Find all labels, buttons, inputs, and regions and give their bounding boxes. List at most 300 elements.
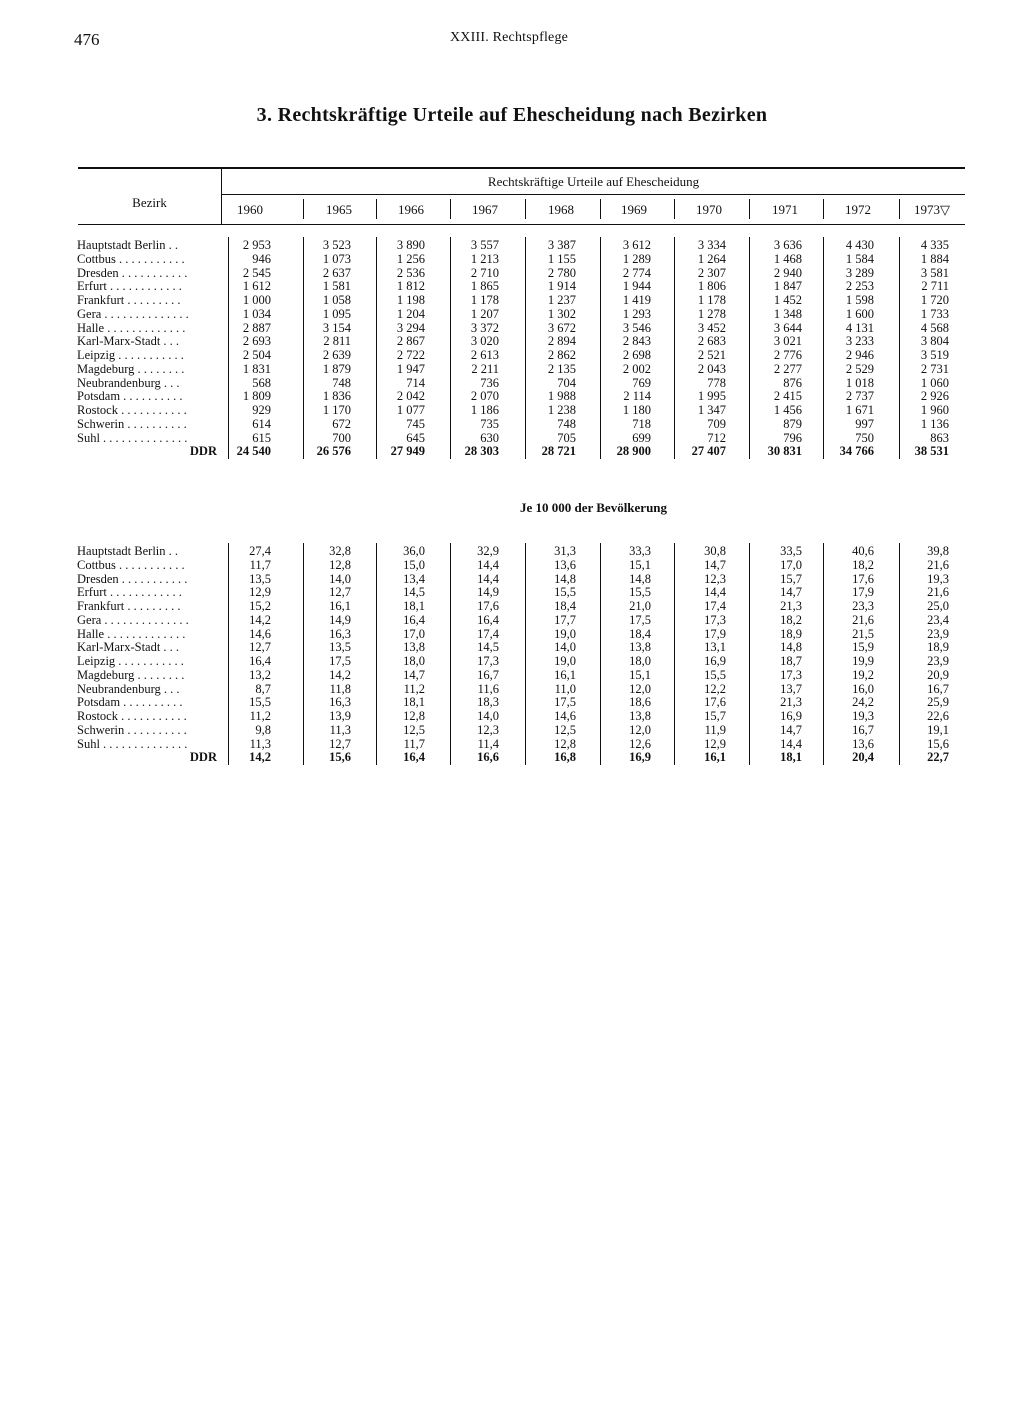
column-separator — [899, 237, 900, 459]
table-cell: 2 946 — [845, 348, 874, 362]
table-cell: 13,5 — [249, 571, 271, 586]
table-cell: 1 034 — [242, 306, 271, 321]
section-heading-per-10000: Je 10 000 der Bevölkerung — [519, 500, 668, 515]
table-cell: 1 180 — [622, 403, 651, 417]
table-cell: 11,3 — [249, 736, 271, 751]
column-separator — [450, 237, 451, 459]
total-label: DDR — [189, 750, 217, 765]
table-cell: 12,8 — [554, 736, 576, 751]
table-cell: 876 — [783, 375, 802, 390]
table-cell: 1 831 — [242, 361, 271, 376]
table-cell: 3 804 — [920, 334, 949, 349]
table-cell: 1 584 — [845, 251, 874, 266]
table-cell: 18,1 — [403, 599, 425, 613]
table-cell: 20,9 — [927, 667, 949, 682]
table-row — [0, 389, 1024, 403]
column-separator — [674, 543, 675, 765]
table-cell: 748 — [557, 416, 576, 431]
table-cell: 1 095 — [322, 306, 351, 321]
table-row — [0, 307, 1024, 321]
table-cell: 15,2 — [249, 599, 271, 613]
total-cell: 24 540 — [236, 444, 271, 459]
row-label: Suhl . . . . . . . . . . . . . . — [77, 736, 188, 751]
table-cell: 946 — [252, 251, 271, 266]
table-cell: 1 347 — [697, 403, 726, 417]
table-row — [0, 640, 1024, 654]
table-cell: 17,0 — [780, 557, 802, 572]
table-row — [0, 737, 1024, 751]
row-label: Rostock . . . . . . . . . . . — [77, 403, 187, 417]
table-cell: 17,3 — [704, 612, 726, 627]
table-cell: 15,5 — [704, 667, 726, 682]
table-cell: 1 836 — [322, 389, 351, 404]
table-cell: 15,5 — [249, 695, 271, 710]
table-cell: 17,5 — [329, 654, 351, 668]
row-label: Erfurt . . . . . . . . . . . . — [77, 279, 182, 294]
table-row — [0, 558, 1024, 572]
table-cell: 2 867 — [396, 334, 425, 349]
table-cell: 4 335 — [920, 238, 949, 252]
table-cell: 11,7 — [249, 557, 271, 572]
table-cell: 712 — [707, 430, 726, 445]
column-separator — [525, 237, 526, 459]
row-label: Karl-Marx-Stadt . . . — [77, 640, 180, 655]
table-cell: 15,1 — [629, 557, 651, 572]
table-cell: 1 136 — [920, 416, 949, 431]
table-cell: 1 293 — [622, 306, 651, 321]
table-cell: 21,5 — [852, 626, 874, 641]
row-label: Neubrandenburg . . . — [77, 375, 180, 390]
row-label: Potsdam . . . . . . . . . . — [77, 695, 183, 710]
table-cell: 1 256 — [396, 251, 425, 266]
table-cell: 3 021 — [773, 334, 802, 349]
table-cell: 1 468 — [773, 251, 802, 266]
table-row — [0, 668, 1024, 682]
table-cell: 8,7 — [255, 681, 271, 696]
total-cell: 18,1 — [780, 750, 802, 765]
row-label: Erfurt . . . . . . . . . . . . — [77, 585, 182, 600]
table-cell: 14,9 — [477, 585, 499, 600]
table-cell: 12,8 — [403, 709, 425, 723]
table-cell: 4 568 — [920, 320, 949, 335]
table-cell: 2 639 — [322, 348, 351, 362]
table-cell: 2 711 — [921, 279, 949, 294]
table-cell: 18,9 — [927, 640, 949, 655]
total-cell: 16,9 — [629, 750, 651, 765]
table-cell: 745 — [406, 416, 425, 431]
table-cell: 18,7 — [780, 654, 802, 668]
row-label: Schwerin . . . . . . . . . . — [77, 416, 187, 431]
table-cell: 14,7 — [704, 557, 726, 572]
table-cell: 1 348 — [773, 306, 802, 321]
table-cell: 15,6 — [927, 736, 949, 751]
table-cell: 18,0 — [629, 654, 651, 668]
table-cell: 18,1 — [403, 695, 425, 710]
table-cell: 14,6 — [554, 709, 576, 723]
row-label: Halle . . . . . . . . . . . . . — [77, 626, 186, 641]
table-cell: 27,4 — [249, 544, 271, 558]
table-cell: 645 — [406, 430, 425, 445]
year-header: 1969 — [621, 202, 647, 217]
table-cell: 705 — [557, 430, 576, 445]
total-cell: 34 766 — [839, 444, 874, 459]
table-cell: 18,4 — [554, 599, 576, 613]
table-cell: 16,7 — [477, 667, 499, 682]
column-separator — [823, 543, 824, 765]
table-row — [0, 334, 1024, 348]
table-cell: 17,7 — [554, 612, 576, 627]
table-cell: 16,3 — [329, 626, 351, 641]
table-cell: 1 865 — [470, 279, 499, 294]
table-cell: 718 — [632, 416, 651, 431]
table-cell: 12,0 — [629, 722, 651, 737]
table-row — [0, 279, 1024, 293]
table-cell: 14,5 — [403, 585, 425, 600]
table-row — [0, 266, 1024, 280]
table-cell: 3 546 — [622, 320, 651, 335]
table-cell: 17,4 — [704, 599, 726, 613]
table-cell: 997 — [855, 416, 874, 431]
table-cell: 2 693 — [242, 334, 271, 349]
table-cell: 17,6 — [704, 695, 726, 710]
table-cell: 21,6 — [927, 557, 949, 572]
table-cell: 14,8 — [629, 571, 651, 586]
row-label: Potsdam . . . . . . . . . . — [77, 389, 183, 404]
table-row — [0, 654, 1024, 668]
row-label: Leipzig . . . . . . . . . . . — [77, 654, 184, 668]
total-label: DDR — [189, 444, 217, 459]
table-cell: 1 720 — [920, 293, 949, 307]
table-cell: 11,9 — [704, 722, 726, 737]
table-cell: 2 504 — [242, 348, 271, 362]
table-cell: 12,7 — [329, 736, 351, 751]
table-cell: 15,7 — [704, 709, 726, 723]
year-header: 1973▽ — [914, 202, 950, 217]
table-cell: 17,9 — [852, 585, 874, 600]
table-cell: 14,7 — [403, 667, 425, 682]
table-cell: 3 289 — [845, 265, 874, 280]
table-cell: 2 926 — [920, 389, 949, 404]
row-label: Dresden . . . . . . . . . . . — [77, 571, 188, 586]
table-row — [0, 627, 1024, 641]
table-cell: 2 843 — [622, 334, 651, 349]
table-cell: 2 894 — [547, 334, 576, 349]
table-cell: 18,0 — [403, 654, 425, 668]
table-cell: 1 058 — [322, 293, 351, 307]
table-cell: 863 — [930, 430, 949, 445]
table-cell: 2 683 — [697, 334, 726, 349]
table-cell: 704 — [557, 375, 576, 390]
total-cell: 16,1 — [704, 750, 726, 765]
year-header-separator — [674, 199, 675, 219]
table-cell: 16,9 — [704, 654, 726, 668]
table-cell: 13,6 — [554, 557, 576, 572]
table-cell: 14,7 — [780, 722, 802, 737]
table-cell: 13,8 — [629, 709, 651, 723]
table-cell: 1 806 — [697, 279, 726, 294]
table-cell: 1 198 — [396, 293, 425, 307]
total-cell: 28 303 — [464, 444, 499, 459]
table-cell: 1 238 — [547, 403, 576, 417]
year-header: 1966 — [398, 202, 424, 217]
table-cell: 735 — [480, 416, 499, 431]
year-header: 1967 — [472, 202, 498, 217]
table-cell: 1 581 — [322, 279, 351, 294]
table-cell: 2 521 — [697, 348, 726, 362]
table-cell: 19,3 — [927, 571, 949, 586]
row-label: Suhl . . . . . . . . . . . . . . — [77, 430, 188, 445]
table-cell: 17,6 — [852, 571, 874, 586]
table-cell: 13,4 — [403, 571, 425, 586]
table-cell: 1 204 — [396, 306, 425, 321]
table-cell: 15,0 — [403, 557, 425, 572]
table-cell: 19,9 — [852, 654, 874, 668]
year-header: 1960 — [237, 202, 263, 217]
row-label: Neubrandenburg . . . — [77, 681, 180, 696]
table-cell: 2 940 — [773, 265, 802, 280]
table-cell: 769 — [632, 375, 651, 390]
row-label: Frankfurt . . . . . . . . . — [77, 293, 181, 307]
table-cell: 14,8 — [780, 640, 802, 655]
table-cell: 12,9 — [249, 585, 271, 600]
table-cell: 12,8 — [329, 557, 351, 572]
table-cell: 11,2 — [249, 709, 271, 723]
table-cell: 12,7 — [329, 585, 351, 600]
table-cell: 19,0 — [554, 626, 576, 641]
table-cell: 15,1 — [629, 667, 651, 682]
table-cell: 1 155 — [547, 251, 576, 266]
table-cell: 1 213 — [470, 251, 499, 266]
total-cell: 14,2 — [249, 750, 271, 765]
table-cell: 1 207 — [470, 306, 499, 321]
table-row — [0, 682, 1024, 696]
table-cell: 2 774 — [622, 265, 651, 280]
column-separator — [228, 237, 229, 459]
total-cell: 16,4 — [403, 750, 425, 765]
year-header-separator — [525, 199, 526, 219]
table-cell: 1 960 — [920, 403, 949, 417]
table-cell: 25,9 — [927, 695, 949, 710]
table-cell: 1 302 — [547, 306, 576, 321]
year-header-separator — [376, 199, 377, 219]
table-cell: 17,6 — [477, 599, 499, 613]
table-cell: 14,4 — [477, 557, 499, 572]
table-cell: 32,8 — [329, 544, 351, 558]
table-cell: 3 372 — [470, 320, 499, 335]
table-cell: 24,2 — [852, 695, 874, 710]
table-cell: 21,6 — [927, 585, 949, 600]
table-cell: 11,7 — [403, 736, 425, 751]
table-cell: 14,9 — [329, 612, 351, 627]
table-row — [0, 585, 1024, 599]
table-cell: 36,0 — [403, 544, 425, 558]
table-cell: 1 600 — [845, 306, 874, 321]
table-cell: 2 811 — [323, 334, 351, 349]
table-cell: 17,3 — [780, 667, 802, 682]
year-header-separator — [823, 199, 824, 219]
table-cell: 1 671 — [845, 403, 874, 417]
column-separator — [749, 543, 750, 765]
table-cell: 1 289 — [622, 251, 651, 266]
table-cell: 699 — [632, 430, 651, 445]
table-cell: 19,0 — [554, 654, 576, 668]
total-cell: 16,6 — [477, 750, 499, 765]
table-cell: 14,0 — [477, 709, 499, 723]
table-cell: 22,6 — [927, 709, 949, 723]
table-cell: 14,2 — [249, 612, 271, 627]
table-cell: 1 809 — [242, 389, 271, 404]
year-header-separator — [749, 199, 750, 219]
table-cell: 17,5 — [554, 695, 576, 710]
table-row — [0, 431, 1024, 445]
table-cell: 18,6 — [629, 695, 651, 710]
row-label: Magdeburg . . . . . . . . — [77, 361, 185, 376]
table-row — [0, 723, 1024, 737]
table-cell: 2 114 — [623, 389, 651, 404]
table-cell: 17,9 — [704, 626, 726, 641]
table-cell: 12,6 — [629, 736, 651, 751]
table-cell: 748 — [332, 375, 351, 390]
table-cell: 2 529 — [845, 361, 874, 376]
table-cell: 30,8 — [704, 544, 726, 558]
table-cell: 630 — [480, 430, 499, 445]
table-cell: 17,5 — [629, 612, 651, 627]
table-cell: 12,3 — [477, 722, 499, 737]
table-cell: 3 387 — [547, 238, 576, 252]
table-cell: 3 523 — [322, 238, 351, 252]
total-cell: 20,4 — [852, 750, 874, 765]
table-cell: 15,7 — [780, 571, 802, 586]
table-cell: 23,4 — [927, 612, 949, 627]
table-cell: 12,3 — [704, 571, 726, 586]
table-cell: 14,4 — [780, 736, 802, 751]
table-cell: 15,5 — [629, 585, 651, 600]
table-cell: 879 — [783, 416, 802, 431]
table-cell: 11,6 — [477, 681, 499, 696]
table-cell: 21,3 — [780, 695, 802, 710]
year-header-separator — [899, 199, 900, 219]
table-cell: 1 812 — [396, 279, 425, 294]
table-cell: 19,3 — [852, 709, 874, 723]
column-separator — [600, 543, 601, 765]
table-cell: 1 947 — [396, 361, 425, 376]
total-cell: 28 721 — [541, 444, 576, 459]
total-cell: 27 407 — [691, 444, 726, 459]
table-cell: 4 430 — [845, 238, 874, 252]
table-cell: 14,8 — [554, 571, 576, 586]
table-cell: 709 — [707, 416, 726, 431]
column-separator — [525, 543, 526, 765]
table-cell: 21,0 — [629, 599, 651, 613]
table-cell: 3 334 — [697, 238, 726, 252]
table-row — [0, 695, 1024, 709]
table-cell: 1 018 — [845, 375, 874, 390]
table-cell: 614 — [252, 416, 271, 431]
year-header-separator — [600, 199, 601, 219]
column-separator — [674, 237, 675, 459]
table-cell: 13,8 — [403, 640, 425, 655]
table-cell: 1 995 — [697, 389, 726, 404]
table-row — [0, 417, 1024, 431]
table-row — [0, 348, 1024, 362]
table-cell: 1 178 — [697, 293, 726, 307]
table-cell: 18,2 — [780, 612, 802, 627]
table-cell: 40,6 — [852, 544, 874, 558]
table-cell: 1 733 — [920, 306, 949, 321]
year-header-separator — [303, 199, 304, 219]
table-cell: 11,2 — [403, 681, 425, 696]
row-label: Hauptstadt Berlin . . — [77, 238, 179, 252]
table-cell: 3 233 — [845, 334, 874, 349]
table-cell: 2 731 — [920, 361, 949, 376]
table-cell: 23,9 — [927, 654, 949, 668]
column-separator — [303, 237, 304, 459]
table-cell: 1 073 — [322, 251, 351, 266]
table-cell: 736 — [480, 375, 499, 390]
table-title: 3. Rechtskräftige Urteile auf Ehescheidung nach Bezirken — [256, 104, 768, 126]
table-cell: 13,7 — [780, 681, 802, 696]
table-cell: 14,2 — [329, 667, 351, 682]
table-cell: 2 776 — [773, 348, 802, 362]
table-cell: 796 — [783, 430, 802, 445]
table-cell: 12,9 — [704, 736, 726, 751]
table-cell: 14,7 — [780, 585, 802, 600]
table-row — [0, 321, 1024, 335]
column-separator — [823, 237, 824, 459]
column-separator — [376, 543, 377, 765]
table-cell: 14,4 — [704, 585, 726, 600]
table-cell: 21,3 — [780, 599, 802, 613]
table-cell: 13,2 — [249, 667, 271, 682]
table-cell: 1 456 — [773, 403, 802, 417]
table-cell: 1 419 — [622, 293, 651, 307]
row-label: Karl-Marx-Stadt . . . — [77, 334, 180, 349]
table-cell: 33,5 — [780, 544, 802, 558]
table-cell: 33,3 — [629, 544, 651, 558]
row-label: Rostock . . . . . . . . . . . — [77, 709, 187, 723]
table-cell: 3 890 — [396, 238, 425, 252]
table-cell: 2 211 — [471, 361, 499, 376]
table-cell: 1 847 — [773, 279, 802, 294]
table-cell: 12,2 — [704, 681, 726, 696]
table-cell: 3 636 — [773, 238, 802, 252]
table-row — [0, 293, 1024, 307]
table-cell: 2 698 — [622, 348, 651, 362]
row-label: Schwerin . . . . . . . . . . — [77, 722, 187, 737]
table-cell: 2 737 — [845, 389, 874, 404]
table-cell: 1 914 — [547, 279, 576, 294]
table-cell: 21,6 — [852, 612, 874, 627]
table-cell: 1 237 — [547, 293, 576, 307]
table-cell: 2 953 — [242, 238, 271, 252]
table-cell: 2 277 — [773, 361, 802, 376]
table-cell: 3 519 — [920, 348, 949, 362]
table-cell: 4 131 — [845, 320, 874, 335]
row-label: Hauptstadt Berlin . . — [77, 544, 179, 558]
table-cell: 1 944 — [622, 279, 651, 294]
row-label: Dresden . . . . . . . . . . . — [77, 265, 188, 280]
table-cell: 12,5 — [403, 722, 425, 737]
year-header: 1971 — [772, 202, 798, 217]
table-cell: 1 178 — [470, 293, 499, 307]
table-row — [0, 362, 1024, 376]
table-cell: 3 452 — [697, 320, 726, 335]
table-cell: 31,3 — [554, 544, 576, 558]
table-cell: 1 612 — [242, 279, 271, 294]
table-cell: 14,6 — [249, 626, 271, 641]
table-cell: 2 253 — [845, 279, 874, 294]
total-cell: 38 531 — [914, 444, 949, 459]
